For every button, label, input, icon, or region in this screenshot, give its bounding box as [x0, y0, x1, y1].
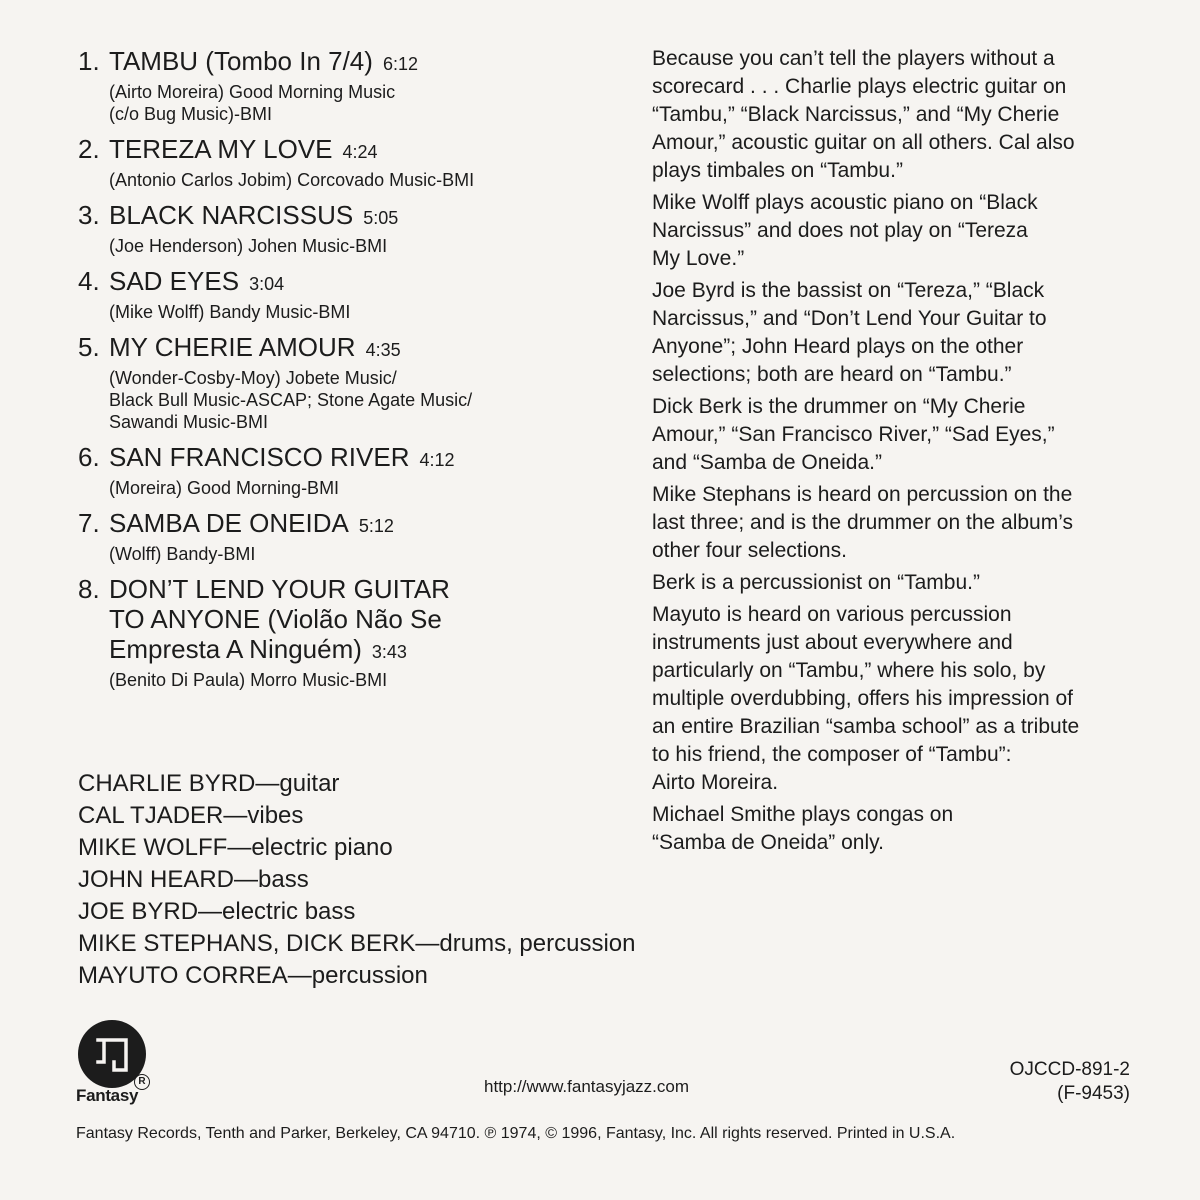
track-duration: 3:43: [371, 642, 407, 662]
track-number: 2.: [78, 134, 100, 164]
track-number: 5.: [78, 332, 100, 362]
track-credits: [109, 81, 618, 125]
track-item: [78, 332, 618, 433]
track-title: TAMBU (Tombo In 7/4): [109, 46, 373, 76]
track-credits: [109, 235, 618, 257]
credit-line: (c/o Bug Music)-BMI: [109, 104, 273, 124]
track-item: [78, 574, 618, 691]
track-duration: 4:12: [419, 450, 455, 470]
track-duration: 4:24: [342, 142, 378, 162]
track-credits: [109, 301, 618, 323]
track-title: MY CHERIE AMOUR: [109, 332, 356, 362]
track-title-line: DON’T LEND YOUR GUITAR: [109, 574, 450, 604]
notes-paragraph: Mayuto is heard on various percussion instruments just about everywhere and particularly on “Tambu,” where his solo, by multiple overdubbing, offers his impression of an entire Brazilian “samba school” as a tribute to his friend, the composer of “Tambu”: Airto Moreira.: [652, 603, 1080, 794]
track-item: [78, 134, 618, 191]
track-title-line: Empresta A Ninguém): [109, 634, 362, 664]
liner-notes-text: [652, 45, 1152, 861]
credit-line: Sawandi Music-BMI: [109, 412, 269, 432]
credit-line: Black Bull Music-ASCAP; Stone Agate Music/: [109, 390, 473, 410]
notes-paragraph: Because you can’t tell the players without a scorecard . . . Charlie plays electric guitar on “Tambu,” “Black Narcissus,” and “My Cherie Amour,” acoustic guitar on all others. Cal also plays timbales on “Tambu.”: [652, 47, 1075, 182]
track-title: SAN FRANCISCO RIVER: [109, 442, 410, 472]
website-url: http://www.fantasyjazz.com: [484, 1077, 690, 1096]
credit-line: (Moreira) Good Morning-BMI: [109, 478, 340, 498]
notes-paragraph: Mike Wolff plays acoustic piano on “Black Narcissus” and does not play on “Tereza My Love.”: [652, 191, 1038, 270]
notes-paragraph: Michael Smithe plays congas on “Samba de Oneida” only.: [652, 803, 954, 854]
notes-paragraph: Berk is a percussionist on “Tambu.”: [652, 571, 980, 594]
track-list: [78, 46, 618, 700]
credit-line: (Wonder-Cosby-Moy) Jobete Music/: [109, 368, 397, 388]
registered-mark: R: [134, 1074, 150, 1090]
track-item: [78, 266, 618, 323]
track-number: 8.: [78, 574, 100, 604]
track-duration: 4:35: [365, 340, 401, 360]
track-credits: [109, 367, 618, 433]
track-title: SAD EYES: [109, 266, 240, 296]
credit-line: (Wolff) Bandy-BMI: [109, 544, 256, 564]
personnel-item: MIKE STEPHANS, DICK BERK—drums, percussion: [78, 930, 636, 957]
track-credits: [109, 669, 618, 691]
credit-line: (Benito Di Paula) Morro Music-BMI: [109, 670, 388, 690]
copyright-line: Fantasy Records, Tenth and Parker, Berkeley, CA 94710. ℗ 1974, © 1996, Fantasy, Inc. All rights reserved. Printed in U.S.A.: [76, 1125, 956, 1142]
track-credits: [109, 169, 618, 191]
track-title-line: TO ANYONE (Violão Não Se: [109, 604, 442, 634]
track-number: 7.: [78, 508, 100, 538]
credit-line: (Mike Wolff) Bandy Music-BMI: [109, 302, 351, 322]
track-duration: 5:12: [358, 516, 394, 536]
personnel-item: MAYUTO CORREA—percussion: [78, 962, 428, 989]
personnel-item: MIKE WOLFF—electric piano: [78, 834, 393, 861]
track-title: TEREZA MY LOVE: [109, 134, 333, 164]
logo-wordmark: Fantasy: [76, 1086, 139, 1105]
track-title: SAMBA DE ONEIDA: [109, 508, 349, 538]
track-item: [78, 508, 618, 565]
track-duration: 6:12: [382, 54, 418, 74]
track-credits: [109, 477, 618, 499]
notes-paragraph: Joe Byrd is the bassist on “Tereza,” “Black Narcissus,” and “Don’t Lend Your Guitar to Anyone”; John Heard plays on the other selections; both are heard on “Tambu.”: [652, 279, 1047, 386]
personnel-item: JOE BYRD—electric bass: [78, 898, 356, 925]
track-title: BLACK NARCISSUS: [109, 200, 354, 230]
catalog-numbers: [1010, 1058, 1130, 1106]
track-item: [78, 200, 618, 257]
credit-line: (Joe Henderson) Johen Music-BMI: [109, 236, 388, 256]
track-duration: 3:04: [249, 274, 285, 294]
track-item: [78, 442, 618, 499]
personnel-item: JOHN HEARD—bass: [78, 866, 309, 893]
track-credits: [109, 543, 618, 565]
track-number: 4.: [78, 266, 100, 296]
catalog-number: OJCCD-891-2: [1009, 1059, 1130, 1080]
original-catalog-number: (F-9453): [1057, 1083, 1130, 1104]
personnel-item: CAL TJADER—vibes: [78, 802, 304, 829]
personnel-item: CHARLIE BYRD—guitar: [78, 770, 340, 797]
track-number: 3.: [78, 200, 100, 230]
notes-paragraph: Dick Berk is the drummer on “My Cherie Amour,” “San Francisco River,” “Sad Eyes,” and “Samba de Oneida.”: [652, 395, 1055, 474]
track-duration: 5:05: [363, 208, 399, 228]
track-number: 6.: [78, 442, 100, 472]
track-number: 1.: [78, 46, 100, 76]
credit-line: (Antonio Carlos Jobim) Corcovado Music-BMI: [109, 170, 475, 190]
track-item: [78, 46, 618, 125]
notes-paragraph: Mike Stephans is heard on percussion on the last three; and is the drummer on the album’s other four selections.: [652, 483, 1073, 562]
credit-line: (Airto Moreira) Good Morning Music: [109, 82, 396, 102]
